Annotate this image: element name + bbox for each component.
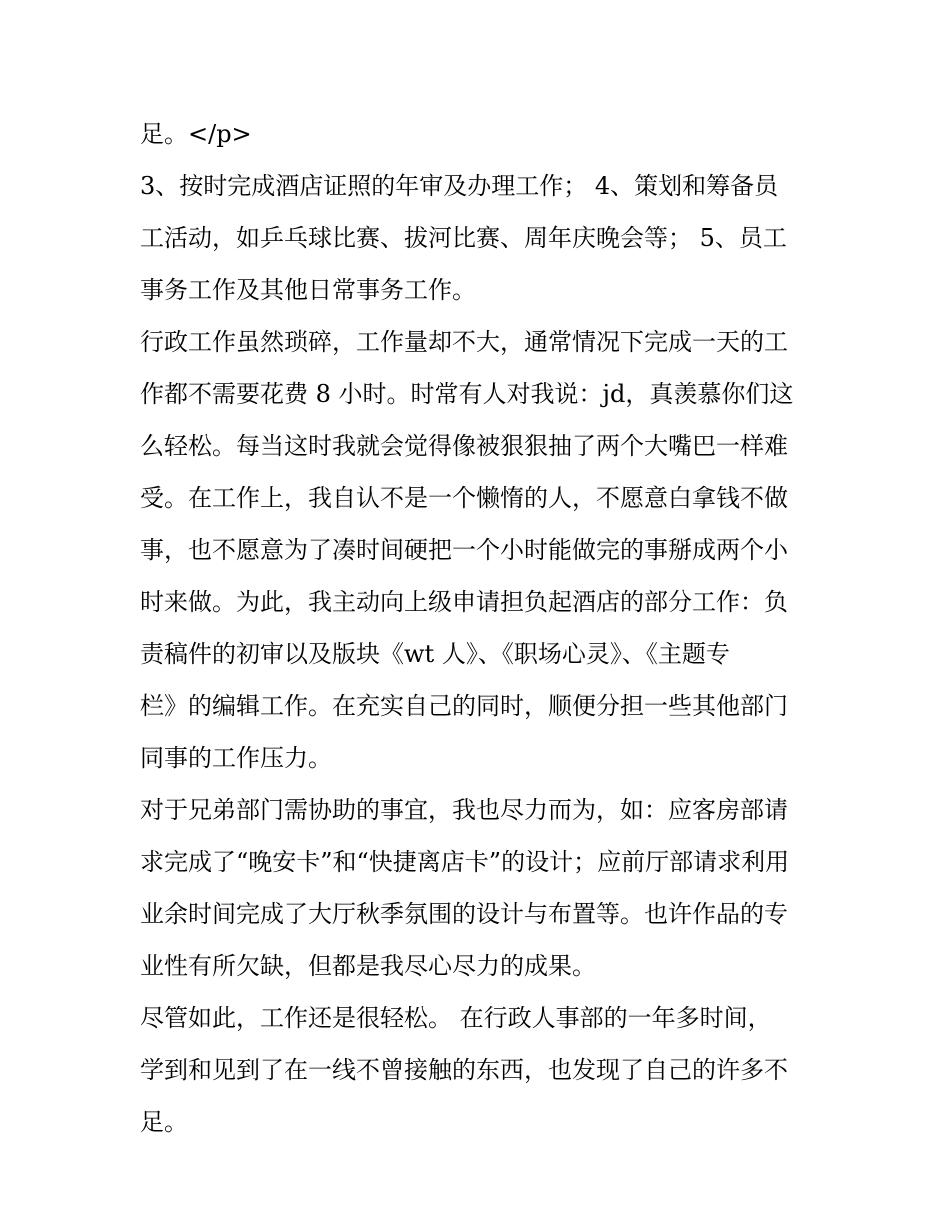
text-line: 栏》的编辑工作。在充实自己的同时，顺便分担一些其他部门 (140, 692, 788, 720)
text-line: 受。在工作上，我自认不是一个懒惰的人，不愿意白拿钱不做 (140, 484, 788, 512)
text-line: 事务工作及其他日常事务工作。 (140, 276, 476, 304)
paragraph-1 (140, 108, 820, 160)
text-line: 尽管如此，工作还是很轻松。 在行政人事部的一年多时间， (140, 1004, 772, 1032)
paragraph-4 (140, 784, 820, 992)
text-line: 学到和见到了在一线不曾接触的东西，也发现了自己的许多不 (140, 1056, 788, 1084)
text-line: 工活动，如乒乓球比赛、拔河比赛、周年庆晚会等； 5、员工 (140, 224, 787, 252)
text-line: 业性有所欠缺，但都是我尽心尽力的成果。 (140, 952, 596, 980)
text-line: 3、按时完成酒店证照的年审及办理工作； 4、策划和筹备员 (140, 172, 779, 200)
text-line: 么轻松。每当这时我就会觉得像被狠狠抽了两个大嘴巴一样难 (140, 432, 788, 460)
text-line: 业余时间完成了大厅秋季氛围的设计与布置等。也许作品的专 (140, 900, 788, 928)
text-line: 足。 (140, 1108, 188, 1136)
text-line: 时来做。为此，我主动向上级申请担负起酒店的部分工作：负 (140, 588, 788, 616)
text-line: 责稿件的初审以及版块《wt 人》、《职场心灵》、《主题专 (140, 640, 730, 668)
text-line: 求完成了“晚安卡”和“快捷离店卡”的设计；应前厅部请求利用 (140, 848, 790, 876)
text-line: 对于兄弟部门需协助的事宜，我也尽力而为，如：应客房部请 (140, 796, 788, 824)
paragraph-2 (140, 160, 820, 316)
text-line: 行政工作虽然琐碎，工作量却不大，通常情况下完成一天的工 (140, 328, 788, 356)
paragraph-3 (140, 316, 820, 784)
text-line: 事，也不愿意为了凑时间硬把一个小时能做完的事掰成两个小 (140, 536, 788, 564)
text-line: 作都不需要花费 8 小时。时常有人对我说：jd，真羡慕你们这 (140, 380, 794, 408)
paragraph-5 (140, 992, 820, 1148)
text-line: 足。</p> (140, 120, 252, 148)
text-line: 同事的工作压力。 (140, 744, 332, 772)
document-body (140, 108, 820, 1148)
